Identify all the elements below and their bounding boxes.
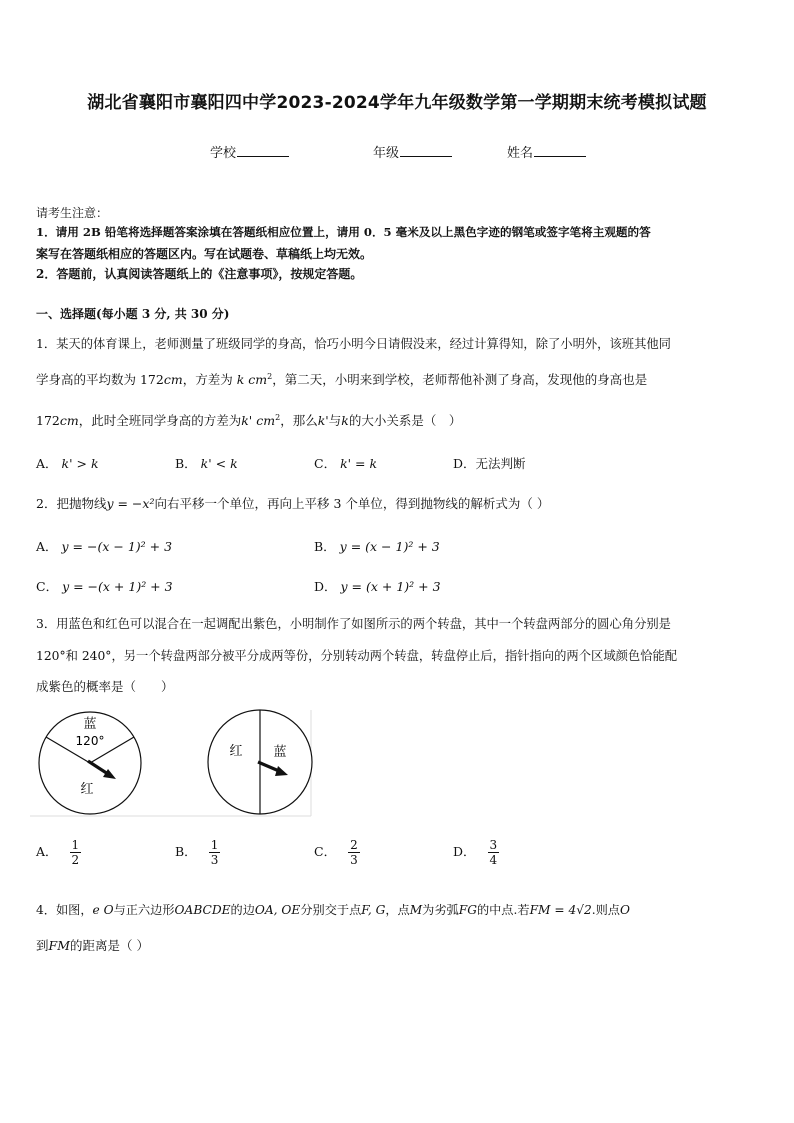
page-title: 湖北省襄阳市襄阳四中学2023-2024学年九年级数学第一学期期末统考模拟试题	[87, 93, 707, 113]
q4-text: ，点	[385, 903, 410, 917]
q1-option-b[interactable]	[175, 454, 238, 472]
q2-option-d[interactable]	[314, 577, 441, 595]
q1-text: ，方差为	[182, 372, 233, 387]
q4-text: 与正六边形	[113, 903, 175, 917]
q4-equation: FM = 4√2	[529, 903, 592, 917]
option-letter: C．	[314, 456, 337, 471]
q1-unit: cm	[248, 372, 268, 387]
fraction-numerator: 3	[489, 838, 498, 852]
fraction-denominator: 3	[210, 853, 219, 867]
q1-text: 与	[328, 413, 342, 428]
q2-line1	[36, 494, 549, 512]
q3-option-d[interactable]	[453, 838, 499, 867]
name-field[interactable]	[507, 142, 586, 161]
option-expr: k' = k	[340, 456, 378, 471]
q1-line3: 172cm，此时全班同学身高的方差为k' $cm^2$，那么k'与k的大小关系是（ ）	[36, 412, 462, 428]
q4-sides: OA, OE	[254, 903, 301, 917]
q1-line1: 1．某天的体育课上，老师测量了班级同学的身高，恰巧小明今日请假没来，经过计算得知，除了小明外，该班其他同	[36, 337, 671, 351]
q2-option-a[interactable]	[36, 537, 172, 555]
q4-text: 4．如图，	[36, 903, 93, 917]
q4-points: F, G	[361, 903, 386, 917]
q4-text: 分别交于点	[300, 903, 362, 917]
q1-text: 学身高的平均数为 172	[36, 372, 164, 387]
q1-unit: cm	[59, 413, 79, 428]
q4-text: 到	[36, 938, 49, 953]
option-letter: C．	[36, 579, 59, 594]
q4-hexagon: OABCDE	[174, 903, 231, 917]
name-label: 姓名	[507, 146, 534, 161]
q3-line1: 3．用蓝色和红色可以混合在一起调配出紫色，小明制作了如图所示的两个转盘，其中一个转盘两部分的圆心角分别是	[36, 617, 671, 631]
option-letter: A．	[36, 844, 58, 859]
spinner-2	[208, 710, 312, 814]
q1-option-c[interactable]	[314, 454, 377, 472]
spinner-1-blue-label: 蓝	[83, 717, 97, 732]
q2-option-b[interactable]	[314, 537, 440, 555]
option-expr: k' > k	[61, 456, 99, 471]
q1-line2: 学身高的平均数为 172cm，方差为 k $cm^2$，第二天，小明来到学校，老师帮他补测了身高，发现他的身高也是	[36, 371, 648, 387]
option-fraction	[209, 838, 221, 867]
spinner-1-red-label: 红	[80, 782, 94, 797]
q2-text: 2．把抛物线	[36, 496, 107, 511]
option-letter: A．	[36, 539, 58, 554]
notice-item-2: 2．答题前，认真阅读答题纸上的《注意事项》，按规定答题。	[36, 267, 363, 281]
option-letter: B．	[175, 456, 197, 471]
q4-text: 的距离是（ ）	[70, 938, 149, 953]
option-letter: B．	[175, 844, 197, 859]
q4-text: 为劣弧	[422, 903, 459, 917]
q1-text: ，此时全班同学身高的方差为	[78, 413, 242, 428]
fraction-numerator: 1	[210, 838, 219, 852]
option-letter: D．	[453, 844, 476, 859]
q3-option-a[interactable]	[36, 838, 81, 867]
option-letter: C．	[314, 844, 337, 859]
notice-heading: 请考生注意：	[36, 206, 109, 220]
option-expr: y = (x + 1)² + 3	[340, 579, 441, 594]
q4-segment: FM	[48, 938, 70, 953]
spinner-1-angle-label: 120°	[75, 734, 105, 748]
option-expr: y = −(x + 1)² + 3	[62, 579, 173, 594]
fraction-denominator: 2	[71, 853, 80, 867]
spinner-1	[39, 712, 141, 814]
q1-k: k	[341, 413, 349, 428]
q2-text: 向右平移一个单位，再向上平移 3 个单位，得到抛物线的解析式为（ ）	[154, 496, 550, 511]
school-blank[interactable]	[237, 144, 289, 157]
q4-circle-symbol: e O	[92, 903, 114, 917]
q2-parabola: y = −x²	[106, 496, 155, 511]
option-expr: k' < k	[200, 456, 238, 471]
q1-text: 172	[36, 413, 60, 428]
q3-line3: 成紫色的概率是（ ）	[36, 679, 174, 694]
q1-text: ，第二天，小明来到学校，老师帮他补测了身高，发现他的身高也是	[272, 372, 648, 387]
q4-line2	[36, 936, 149, 954]
section-heading: 一、选择题(每小题 3 分, 共 30 分)	[36, 307, 230, 321]
q4-text: 的中点.若	[476, 903, 530, 917]
q4-text: 的边	[230, 903, 255, 917]
q4-line1	[36, 901, 630, 918]
q1-unit: cm	[256, 413, 276, 428]
spinner-2-red-label: 红	[229, 744, 243, 759]
grade-blank[interactable]	[400, 144, 452, 157]
grade-label: 年级	[373, 146, 400, 161]
notice-item-1a: 1．请用 2B 铅笔将选择题答案涂填在答题纸相应位置上，请用 0．5 毫米及以上黑色字迹的钢笔或签字笔将主观题的答	[36, 225, 651, 239]
option-fraction	[348, 838, 360, 867]
fraction-numerator: 1	[71, 838, 80, 852]
spinner-2-blue-label: 蓝	[273, 745, 287, 760]
q1-option-a[interactable]	[36, 454, 99, 472]
school-label: 学校	[210, 146, 237, 161]
q4-point-o: O	[619, 903, 630, 917]
option-letter: A．	[36, 456, 58, 471]
q1-text: ，那么	[280, 413, 318, 428]
option-expr: y = (x − 1)² + 3	[339, 539, 440, 554]
q3-option-b[interactable]	[175, 838, 220, 867]
q1-kprime: k'	[317, 413, 329, 428]
option-expr: y = −(x − 1)² + 3	[61, 539, 173, 554]
q1-kprime: k'	[241, 413, 253, 428]
fraction-numerator: 2	[350, 838, 358, 852]
q1-unit: cm	[163, 372, 183, 387]
school-field[interactable]	[210, 142, 289, 161]
q1-text: 的大小关系是（ ）	[348, 413, 462, 428]
q4-point-m: M	[409, 903, 423, 917]
q1-k: k	[236, 372, 245, 387]
option-letter: B．	[314, 539, 336, 554]
option-fraction	[488, 838, 500, 867]
q3-line2: 120°和 240°，另一个转盘两部分被平分成两等份，分别转动两个转盘，转盘停止后，指针指向的两个区域颜色恰能配	[36, 649, 678, 663]
option-fraction	[70, 838, 82, 867]
q2-option-c[interactable]	[36, 577, 173, 595]
spinners-figure	[30, 706, 315, 818]
q4-arc: FG	[458, 903, 477, 917]
fraction-denominator: 4	[489, 853, 498, 867]
q4-text: .则点	[591, 903, 620, 917]
name-blank[interactable]	[534, 144, 586, 157]
notice-item-1b: 案写在答题纸相应的答题区内。写在试题卷、草稿纸上均无效。	[36, 247, 373, 261]
option-letter: D．	[314, 579, 337, 594]
q1-option-d[interactable]: D．无法判断	[453, 456, 526, 471]
q3-option-c[interactable]	[314, 838, 360, 867]
grade-field[interactable]	[373, 142, 452, 161]
fraction-denominator: 3	[350, 853, 358, 867]
